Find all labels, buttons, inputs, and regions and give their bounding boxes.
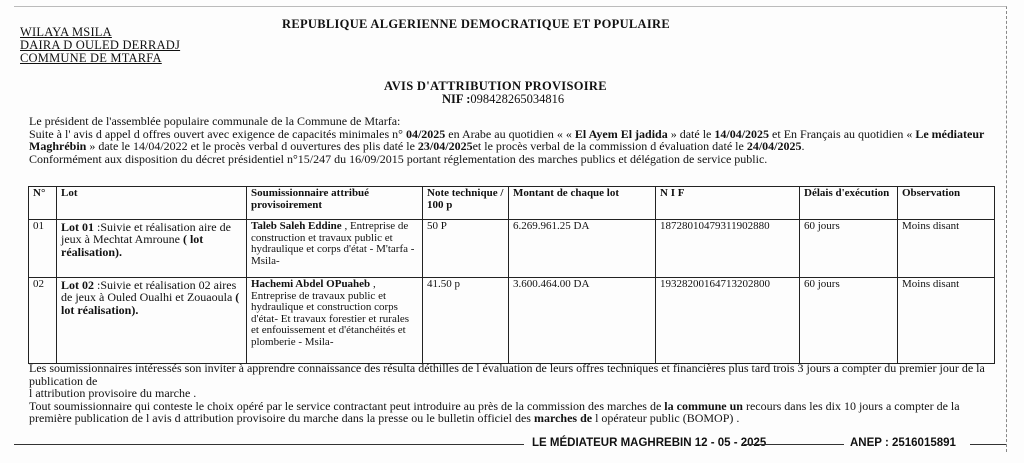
header-num: N° (29, 187, 57, 220)
row-nif: 193282001647132028​00 (656, 278, 800, 364)
closing-text (29, 362, 995, 425)
row-observation: Moins disant (898, 220, 995, 278)
header-lot: Lot (57, 187, 247, 220)
header-nif: N I F (656, 187, 800, 220)
header-amount: Montant de chaque lot (509, 187, 656, 220)
table-header-row (29, 187, 995, 220)
row-note: 50 P (423, 220, 509, 278)
row-nif: 187280104793119028​80 (656, 220, 800, 278)
intro-para-2: Suite à l' avis d appel d offres ouvert avec exigence de capacités minimales n° 04/2025 en Arabe au quotidien « « El Ayem El jadida » daté le 14/04/2025 et En Français au quotidien « Le médiateur Maghrébin » date le 14/04/2022 et le procès verbal d ouvertures des plis daté le 23/04/2025et le procès verbal de la commission d évaluation daté le 24/04/2025. (29, 126, 985, 154)
republic-title: REPUBLIQUE ALGERIENNE DEMOCRATIQUE ET POPULAIRE (282, 17, 671, 31)
footer-rule (14, 444, 524, 445)
daira-label: DAIRA D OULED DERRADJ (20, 38, 181, 52)
nif-line (442, 92, 564, 107)
row-amount: 3.600.464.00 DA (509, 278, 656, 364)
row-num: 01 (29, 220, 57, 278)
closing-para-2: l attribution provisoire du marche . (29, 386, 197, 401)
closing-para-1: Les soumissionnaires intéressés son inviter à apprendre connaissance des résulta déthilles de l évaluation de leurs offres techniques et financières plus tard trois 3 jours a compter du premier jour de la publication de (29, 361, 985, 388)
newspaper-credit: LE MÉDIATEUR MAGHREBIN 12 - 05 - 2025 (532, 437, 767, 449)
header-delay: Délais d'exécution (800, 187, 898, 220)
intro-para-1: Le président de l'assemblée populaire communale de la Commune de Mtarfa: (29, 114, 401, 128)
notice-title: AVIS D'ATTRIBUTION PROVISOIRE (384, 79, 607, 93)
row-bidder: Taleb Saleh Eddine , Entreprise de construction et travaux public et hydraulique et corps d'état - M'tarfa -Msila- (247, 220, 423, 278)
row-amount: 6.269.961.25 DA (509, 220, 656, 278)
intro-para-3: Conformément aux disposition du décret présidentiel n°15/247 du 16/09/2015 portant réglementation des marches publics et délégation de service public. (29, 151, 768, 166)
header-note: Note technique / 100 p (423, 187, 509, 220)
row-note: 41.50 p (423, 278, 509, 364)
row-bidder: Hachemi Abdel OPuaheb , Entreprise de travaux public et hydraulique et construction corps d'état- Et travaux forestier et rurales et enfouissement et d'étanchéités et plomberie - Msila- (247, 278, 423, 364)
publication-footer (14, 437, 1006, 455)
table-row (29, 278, 995, 364)
intro-text (29, 115, 995, 165)
row-delay: 60 jours (800, 278, 898, 364)
closing-para-3: Tout soumissionnaire qui conteste le choix opéré par le service contractant peut introduire au près de la commission des marches de la commune un recours dans les dix 10 jours a compter de la première publication de l avis d attribution provisoire du marche dans la presse ou le bulletin officiel des marches de l opérateur public (BOMOP) . (29, 398, 960, 426)
wilaya-label: WILAYA MSILA (20, 25, 112, 39)
row-delay: 60 jours (800, 220, 898, 278)
award-table (28, 186, 995, 364)
row-num: 02 (29, 278, 57, 364)
row-lot: Lot 01 :Suivie et réalisation aire de jeux à Mechtat Amroune ( lot réalisation). (57, 220, 247, 278)
header-observation: Observation (898, 187, 995, 220)
commune-label: COMMUNE DE MTARFA (20, 51, 162, 65)
nif-label: NIF : (442, 92, 471, 106)
administrative-header (20, 26, 180, 65)
row-observation: Moins disant (898, 278, 995, 364)
table-row (29, 220, 995, 278)
anep-reference: ANEP : 2516015891 (850, 437, 956, 449)
row-lot: Lot 02 :Suivie et réalisation 02 aires de jeux à Ouled Oualhi et Zouaoula ( lot réalisation). (57, 278, 247, 364)
nif-value: 098428265034816 (470, 92, 565, 106)
header-bidder: Soumissionnaire attribué provisoirement (247, 187, 423, 220)
footer-rule (744, 444, 844, 445)
footer-rule (970, 444, 1006, 445)
